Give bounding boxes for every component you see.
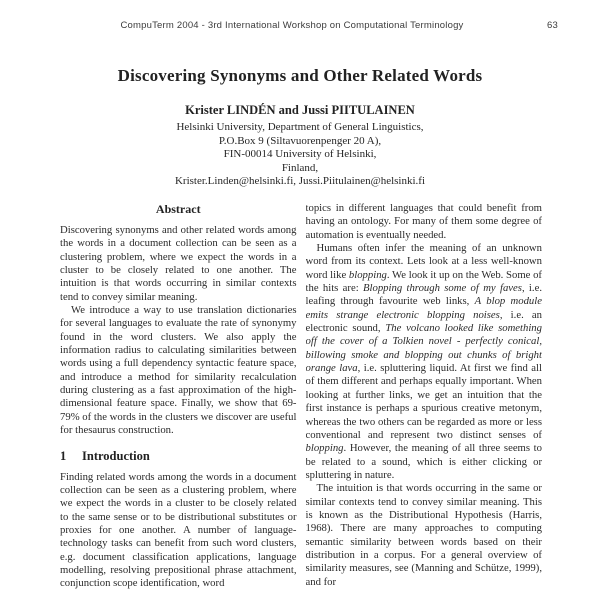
abstract-paragraph-2: We introduce a way to use translation dictionaries for several languages to evaluate the rate of synonymy found in the word clusters. We also apply the information radius to calculating similarities between words using a full dependency syntactic feature space, and introduce a method for similarity recalculation during clustering as a fast approximation of the high-dimensional feature space. Finally, we show that 69-79% of the words in the clusters we discover are useful for thesaurus construction. (60, 304, 297, 437)
affiliation-block (0, 121, 600, 189)
left-column (60, 202, 297, 600)
affiliation-line-pobox: P.O.Box 9 (Siltavuorenpenger 20 A), (218, 134, 382, 147)
running-head (60, 20, 558, 31)
right-column-paragraph-3: The intuition is that words occurring in the same or similar contexts tend to convey similar meaning. This is known as the Distributional Hypothesis (Harris, 1968). There are many approaches to computing semantic similarity between words based on their distribution in a corpus. For a general overview of similarity measures, see (Manning and Schütze, 1999), and for (305, 482, 542, 588)
affiliation-line-postcode: FIN-00014 University of Helsinki, (223, 148, 377, 161)
authors-line: Krister LINDÉN and Jussi PIITULAINEN (185, 103, 415, 117)
page-number: 63 (547, 20, 558, 31)
title-block (0, 66, 600, 189)
running-head-title: CompuTerm 2004 - 3rd International Workshop on Computational Terminology (120, 20, 464, 31)
introduction-paragraph-1: Finding related words among the words in a document collection can be seen as a clustering problem, where we expect the words in a cluster to be closely related to the same sense or to be distributional substitutes or proxies for one another. A number of language-technology tasks can benefit from such word clusters, e.g. document classification applications, language modelling, resolving prepositional phrase attachment, conjunction scope identification, word (60, 470, 297, 590)
affiliation-line-emails: Krister.Linden@helsinki.fi, Jussi.Piitulainen@helsinki.fi (174, 175, 426, 188)
abstract-heading: Abstract (155, 202, 201, 216)
section-title: Introduction (82, 448, 150, 463)
section-heading-introduction (60, 449, 297, 464)
affiliation-line-university: Helsinki University, Department of General Linguistics, (176, 121, 424, 133)
affiliation-line-country: Finland, (281, 161, 319, 174)
two-column-body (60, 202, 542, 600)
right-column-paragraph-1: topics in different languages that could benefit from having an ontology. For many of them some degree of automation is eventually needed. (305, 202, 542, 241)
paper-title: Discovering Synonyms and Other Related Words (117, 66, 483, 85)
right-column (306, 202, 543, 600)
abstract-paragraph-1: Discovering synonyms and other related words among the words in a document collection can be seen as a clustering problem, where we expect the words in a cluster to be closely related to one another. The intuition is that words occurring in similar contexts tend to convey similar meaning. (60, 224, 297, 303)
section-number: 1 (60, 448, 67, 463)
right-column-paragraph-2: Humans often infer the meaning of an unknown word from its context. Lets look at a less well-known word like blopping. We look it up on the Web. Some of the hits are: Blopping through some of my faves, i.e. leafing through favourite web links, A blop module emits strange electronic blopping noises, i.e. an electronic sound, The volcano looked like something off the cover of a Tolkien novel - perfectly conical, billowing smoke and blopping out chunks of bright orange lava, i.e. spluttering liquid. At first we find all of them different and perhaps equally important. When looking at further links, we get an intuition that the first instance is perhaps a spurious creative metonym, whereas the two others can be regarded as more or less conventional and represent two distinct senses of blopping. However, the meaning of all three seems to be related to a sound, which is either clicking or spluttering in nature. (305, 242, 542, 481)
